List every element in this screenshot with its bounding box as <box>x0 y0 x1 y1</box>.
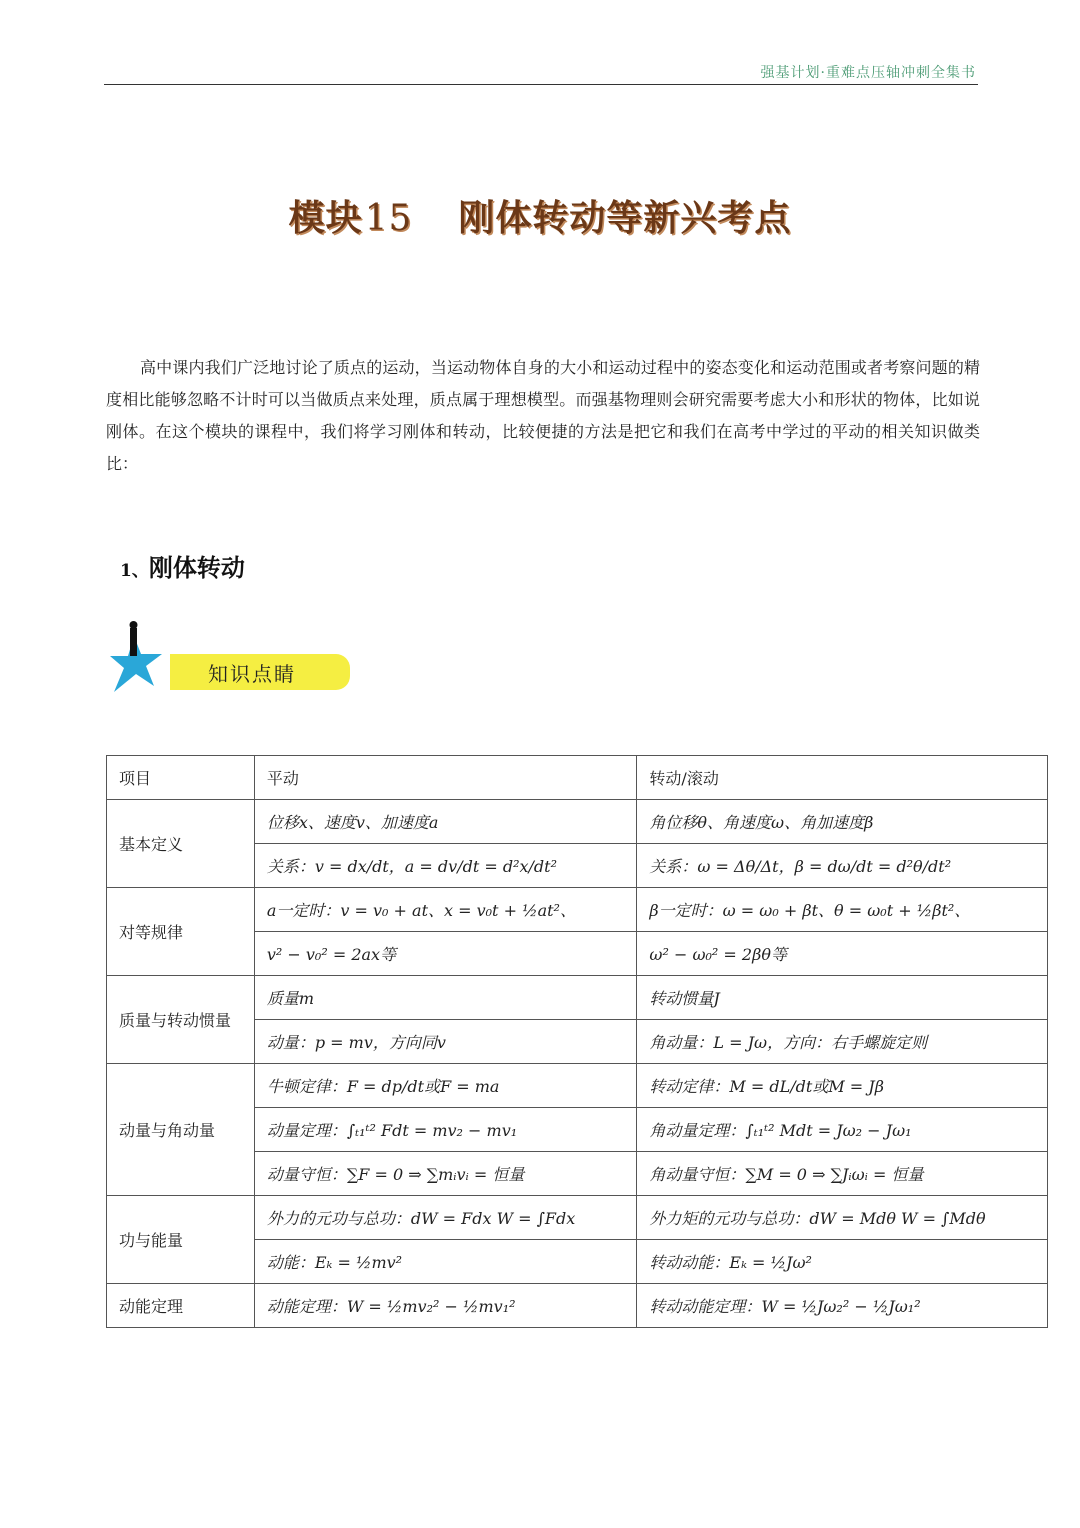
comparison-table <box>106 755 1048 1328</box>
title-text: 刚体转动等新兴考点 <box>458 198 792 239</box>
cell-rotation: ω² − ω₀² = 2βθ等 <box>637 932 1048 976</box>
section-title: 刚体转动 <box>148 554 245 582</box>
table-row <box>107 1196 1048 1240</box>
cell-rotation: 转动定律：M = dL/dt或M = Jβ <box>637 1064 1048 1108</box>
cell-translation: 外力的元功与总功：dW = Fdx W = ∫Fdx <box>254 1196 637 1240</box>
table-row <box>107 888 1048 932</box>
group-label: 对等规律 <box>107 888 255 976</box>
cell-rotation: 角动量守恒：∑M = 0 ⇒ ∑Jᵢωᵢ = 恒量 <box>637 1152 1048 1196</box>
cell-translation: a一定时：v = v₀ + at、x = v₀t + ½at²、 <box>254 888 637 932</box>
knowledge-badge <box>108 620 358 700</box>
title-number: 15 <box>364 198 413 239</box>
header-rule <box>104 84 978 85</box>
group-label: 动量与角动量 <box>107 1064 255 1196</box>
cell-translation: 动能定理：W = ½mv₂² − ½mv₁² <box>254 1284 637 1328</box>
cell-rotation: 角位移θ、角速度ω、角加速度β <box>637 800 1048 844</box>
cell-translation: 动能：Eₖ = ½mv² <box>254 1240 637 1284</box>
cell-translation: 动量定理：∫ₜ₁ᵗ² Fdt = mv₂ − mv₁ <box>254 1108 637 1152</box>
intro-paragraph: 高中课内我们广泛地讨论了质点的运动，当运动物体自身的大小和运动过程中的姿态变化和运动范围或者考察问题的精度相比能够忽略不计时可以当做质点来处理，质点属于理想模型。而强基物理则会研究需要考虑大小和形状的物体，比如说刚体。在这个模块的课程中，我们将学习刚体和转动，比较便捷的方法是把它和我们在高考中学过的平动的相关知识做类比： <box>106 358 980 473</box>
table-row <box>107 800 1048 844</box>
header-cell-rotation: 转动/滚动 <box>637 756 1048 800</box>
cell-translation: 牛顿定律：F = dp/dt或F = ma <box>254 1064 637 1108</box>
cell-rotation: 外力矩的元功与总功：dW = Mdθ W = ∫Mdθ <box>637 1196 1048 1240</box>
table-header-row <box>107 756 1048 800</box>
cell-rotation: β一定时：ω = ω₀ + βt、θ = ω₀t + ½βt²、 <box>637 888 1048 932</box>
cell-translation: 关系：v = dx/dt，a = dv/dt = d²x/dt² <box>254 844 637 888</box>
header-cell-item: 项目 <box>107 756 255 800</box>
cell-translation: 动量：p = mv，方向同v <box>254 1020 637 1064</box>
section-number: 1、 <box>120 561 149 581</box>
group-label: 功与能量 <box>107 1196 255 1284</box>
title-module: 模块 <box>288 198 363 239</box>
star-runner-icon <box>108 620 188 700</box>
cell-translation: 动量守恒：∑F = 0 ⇒ ∑mᵢvᵢ = 恒量 <box>254 1152 637 1196</box>
cell-translation: v² − v₀² = 2ax等 <box>254 932 637 976</box>
table-row <box>107 1284 1048 1328</box>
table-row <box>107 976 1048 1020</box>
group-label: 质量与转动惯量 <box>107 976 255 1064</box>
group-label: 动能定理 <box>107 1284 255 1328</box>
section-heading <box>120 548 245 583</box>
cell-rotation: 转动动能：Eₖ = ½Jω² <box>637 1240 1048 1284</box>
page-title <box>0 190 1080 241</box>
header-cell-translation: 平动 <box>254 756 637 800</box>
cell-rotation: 关系：ω = Δθ/Δt，β = dω/dt = d²θ/dt² <box>637 844 1048 888</box>
badge-label: 知识点睛 <box>208 662 296 686</box>
table-row <box>107 1064 1048 1108</box>
cell-rotation: 转动惯量J <box>637 976 1048 1020</box>
cell-rotation: 角动量：L = Jω，方向：右手螺旋定则 <box>637 1020 1048 1064</box>
cell-translation: 位移x、速度v、加速度a <box>254 800 637 844</box>
cell-translation: 质量m <box>254 976 637 1020</box>
cell-rotation: 角动量定理：∫ₜ₁ᵗ² Mdt = Jω₂ − Jω₁ <box>637 1108 1048 1152</box>
group-label: 基本定义 <box>107 800 255 888</box>
header-series-text: 强基计划·重难点压轴冲刺全集书 <box>760 65 976 81</box>
cell-rotation: 转动动能定理：W = ½Jω₂² − ½Jω₁² <box>637 1284 1048 1328</box>
